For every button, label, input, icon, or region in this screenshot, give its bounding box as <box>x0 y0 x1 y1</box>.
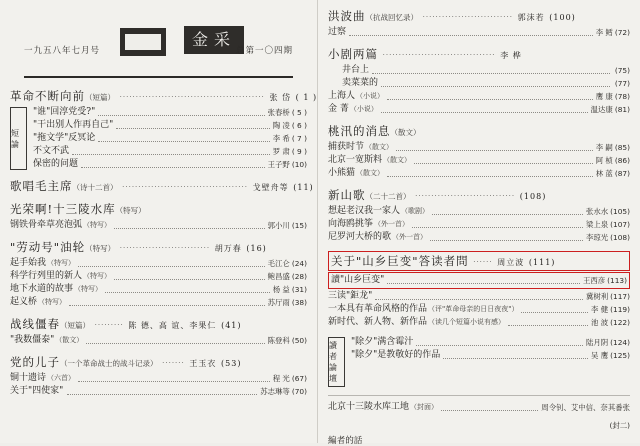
entry-title: 一本具有革命风格的作品 <box>328 304 428 314</box>
entry-subtitle: （特写） <box>47 259 76 267</box>
entry-page: (81) <box>614 105 630 114</box>
toc-section <box>328 8 630 39</box>
entry-title: "谁"回淳党受?" <box>33 107 96 117</box>
entry-author: 罗 肃 <box>272 147 290 156</box>
entry-page: (67) <box>291 374 307 383</box>
entry-page: (75) <box>614 66 630 75</box>
entry-page: (113) <box>607 276 627 285</box>
section-title: 桃汛的消息 <box>328 124 391 138</box>
section-title: 光荣啊!十三陵水库 <box>10 202 116 216</box>
section-title: 小剧两篇 <box>328 47 378 61</box>
entry-subtitle: （特写） <box>83 221 112 229</box>
entry-author: 郭小川 <box>267 221 290 230</box>
entry-subtitle: （特写） <box>38 298 67 306</box>
entry-author: 杨 益 <box>272 285 290 294</box>
entry-title: 过察 <box>328 27 347 37</box>
entry-page: ( 5 ) <box>291 108 307 117</box>
section-page: (41) <box>221 321 242 330</box>
section-heading: 关于"山乡巨变"答读者問 ······ 周立波 (111) <box>331 254 556 268</box>
toc-entry[interactable] <box>10 296 307 309</box>
section-subtitle: （特写） <box>85 244 116 253</box>
cover-title: 北京十三陵水库工地 <box>328 402 410 412</box>
entry-page: ( 7 ) <box>291 134 307 143</box>
toc-section <box>10 88 318 171</box>
entry-author: 陆月阴 <box>585 338 609 347</box>
toc-entry[interactable] <box>10 257 307 270</box>
side-label-duanlun: 短 論 <box>10 107 27 170</box>
entry-page: (87) <box>614 169 630 178</box>
toc-entry[interactable] <box>328 231 630 244</box>
entry-subtitle: （外一首） <box>374 220 410 228</box>
section-subtitle: （抗战回忆录） <box>365 13 418 22</box>
entry-author: 苏志琳等 <box>260 387 290 396</box>
section-author: 周立波 <box>497 258 525 267</box>
toc-entry[interactable] <box>328 90 630 103</box>
entry-author: 阿 桢 <box>595 156 613 165</box>
section-heading[interactable]: 党的儿子（一个革命战士的战斗记录） ······· 王玉衣 (53) <box>10 355 242 369</box>
toc-entry[interactable] <box>328 218 630 231</box>
toc-section <box>328 123 630 180</box>
entry-page: (78) <box>614 92 630 101</box>
toc-entry[interactable] <box>328 205 630 218</box>
toc-entry[interactable] <box>10 334 307 347</box>
entry-subtitle: （散文） <box>365 143 394 151</box>
entry-author: 李 鳕 <box>595 28 613 37</box>
entry-page: (108) <box>610 233 630 242</box>
entry-title: 北京一宽斯料 <box>328 155 383 165</box>
entry-page: (117) <box>610 292 630 301</box>
section-heading[interactable]: 战线僵春（短篇） ········· 陈 德、高 谊、李果仁 (41) <box>10 317 242 331</box>
entry-author: 冀树利 <box>585 292 609 301</box>
cover-credit <box>328 401 630 414</box>
toc-section <box>10 178 314 194</box>
toc-entry[interactable] <box>33 119 307 132</box>
toc-entry[interactable] <box>342 64 630 77</box>
entry-page: (70) <box>291 387 307 396</box>
entry-subtitle: （特写） <box>83 272 112 280</box>
entry-author: 王西彦 <box>582 276 606 285</box>
entry-title: 金 菁 <box>328 104 349 114</box>
toc-entry[interactable] <box>351 336 630 349</box>
section-heading[interactable]: "劳动号"油轮（特写） ···························· 胡万春 (16) <box>10 240 267 254</box>
entry-author: 李 嗣 <box>595 143 613 152</box>
entry-author: 张水水 <box>585 207 609 216</box>
entry-title: 起义桥 <box>10 297 38 307</box>
toc-section <box>328 46 630 116</box>
toc-entry[interactable] <box>10 283 307 296</box>
section-heading[interactable] <box>10 201 307 217</box>
section-author: 郭沫若 <box>517 13 545 22</box>
entry-author: 陶 凌 <box>272 121 290 130</box>
entry-author: 苏厅雨 <box>267 298 290 307</box>
toc-entry[interactable] <box>10 270 307 283</box>
entry-title: 捕获时节 <box>328 142 365 152</box>
entry-author: 李 希 <box>272 134 290 143</box>
section-heading[interactable]: 小剧两篇 ··································· 李 桦 <box>328 47 522 61</box>
entry-title: 井台上 <box>342 65 370 75</box>
section-subtitle: （短篇） <box>85 93 115 102</box>
cover-author: 周令钊、艾中信、奈其番张 <box>541 403 630 412</box>
section-subtitle: （一个革命战士的战斗记录） <box>60 359 158 368</box>
toc-entry[interactable] <box>328 154 630 167</box>
entry-page: (119) <box>610 305 630 314</box>
entry-title: 向海鸥挑筝 <box>328 219 374 229</box>
toc-entry[interactable] <box>328 290 630 303</box>
entry-author: 鲍昌盛 <box>267 272 290 281</box>
entry-page: (124) <box>610 338 630 347</box>
entry-author: 吴 鹰 <box>590 351 609 360</box>
entry-subtitle: （评"革命母亲的日日夜夜"） <box>428 305 519 313</box>
entry-author: 李 健 <box>590 305 609 314</box>
section-author: 李 桦 <box>500 51 522 60</box>
section-subtitle: （散文） <box>390 128 421 137</box>
entry-author: 陈登科 <box>267 336 290 345</box>
entry-page: ( 6 ) <box>291 121 307 130</box>
entry-page: (31) <box>291 285 307 294</box>
entry-author: 王子野 <box>267 160 290 169</box>
entry-page: (72) <box>614 28 630 37</box>
entry-author: 温达康 <box>590 105 613 114</box>
entry-title: 三读"鉅龙" <box>328 291 373 301</box>
entry-page: (38) <box>291 298 307 307</box>
entry-author: 梁上泉 <box>585 220 609 229</box>
toc-entry[interactable] <box>328 26 630 39</box>
entry-title: 起手始我 <box>10 258 47 268</box>
entry-title: 讀"山乡巨变" <box>331 275 385 285</box>
entry-page: (50) <box>291 336 307 345</box>
entry-title: "除夕"是教敬好的作品 <box>351 350 441 360</box>
toc-section-highlighted <box>328 251 630 329</box>
entry-title: "干出别人作再自己" <box>33 120 114 130</box>
section-heading: 革命不断向前（短篇） ············································· 张 岱 ( 1 ) <box>10 89 318 103</box>
entry-page: (86) <box>614 156 630 165</box>
toc-section <box>10 316 307 347</box>
entry-title: 小熊猫 <box>328 168 356 178</box>
section-author: 胡万春 <box>214 244 242 253</box>
publisher-logo <box>120 28 166 56</box>
entry-title: 保密的问题 <box>33 159 79 169</box>
toc-entry <box>331 274 627 287</box>
entry-title: "拖文学"反冥论 <box>33 133 96 143</box>
entry-subtitle: （小说） <box>356 92 385 100</box>
section-author: 王玉衣 <box>189 359 217 368</box>
masthead-date: 一九五八年七月号 <box>24 46 101 56</box>
entry-page: (10) <box>291 160 307 169</box>
toc-section <box>328 336 630 388</box>
entry-title: "除夕"满含霉汁 <box>351 337 414 347</box>
entry-author: 张春桥 <box>267 108 290 117</box>
toc-entry[interactable] <box>10 372 307 385</box>
toc-entry[interactable] <box>10 385 307 398</box>
toc-entry[interactable] <box>33 158 307 171</box>
entry-title: 关于"四使家" <box>10 386 64 396</box>
entry-title: 上海人 <box>328 91 356 101</box>
section-title: 洪波曲 <box>328 9 366 23</box>
section-page: (100) <box>549 13 576 22</box>
entry-title: 科学行列里的新人 <box>10 271 83 281</box>
toc-section <box>328 187 630 244</box>
entry-subtitle: （散文） <box>383 156 412 164</box>
entry-title: 新时代、新人物、新作品 <box>328 317 428 327</box>
entry-title: 铜十遗诗 <box>10 373 47 383</box>
section-page: (111) <box>528 258 556 267</box>
entry-subtitle: （六首） <box>47 374 76 382</box>
section-page: (53) <box>221 359 242 368</box>
section-author: 张 岱 <box>269 93 291 102</box>
entry-page: (85) <box>614 143 630 152</box>
cover-subtitle: （封面） <box>410 403 439 411</box>
toc-entry[interactable] <box>328 316 630 329</box>
toc-section <box>10 201 307 232</box>
entry-page: ( 9 ) <box>291 147 307 156</box>
divider <box>328 395 630 396</box>
entry-title: "我数僵泰" <box>10 335 55 345</box>
section-page: ( 1 ) <box>295 93 318 102</box>
entry-subtitle: （读几个短篇小说有感） <box>428 318 506 326</box>
editor-note: 編者的話 <box>328 436 363 446</box>
entry-page: (122) <box>610 318 630 327</box>
entry-title: 钢铁骨牵草亮泡弧 <box>10 220 83 230</box>
magazine-title: 金采 <box>184 26 244 54</box>
section-title: 战线僵春 <box>10 317 60 331</box>
toc-entry[interactable] <box>328 303 630 316</box>
section-subtitle: （诗十二首） <box>72 183 118 192</box>
entry-title: 不文不武 <box>33 146 70 156</box>
section-heading[interactable]: 新山歌（二十二首） ······························· (108) <box>328 188 547 202</box>
toc-entry[interactable] <box>351 349 630 362</box>
section-title: 歌唱毛主席 <box>10 179 73 193</box>
section-title: "劳动号"油轮 <box>10 240 86 254</box>
section-title: 党的儿子 <box>10 355 60 369</box>
entry-author: 程 光 <box>272 374 290 383</box>
entry-page: (125) <box>610 351 630 360</box>
entry-subtitle: （外一首） <box>392 233 428 241</box>
toc-entry[interactable] <box>33 106 307 119</box>
entry-subtitle: （歌剧） <box>401 207 430 215</box>
section-title: 关于"山乡巨变"答读者問 <box>331 254 469 268</box>
entry-title: 地下水道的故事 <box>10 284 74 294</box>
masthead <box>24 22 293 78</box>
entry-page: (105) <box>610 207 630 216</box>
entry-author: 李琼光 <box>585 233 609 242</box>
cover-page-note: (封二) <box>609 421 630 430</box>
entry-page: (77) <box>614 79 630 88</box>
section-subtitle: （特写） <box>115 206 146 215</box>
toc-section <box>10 239 307 309</box>
toc-entry[interactable] <box>328 103 630 116</box>
entry-author: 鹰 康 <box>595 92 613 101</box>
toc-entry[interactable] <box>328 141 630 154</box>
section-author: 陈 德、高 谊、李果仁 <box>128 321 217 330</box>
toc-entry[interactable] <box>342 77 630 90</box>
entry-subtitle: （特写） <box>74 285 103 293</box>
right-column <box>318 0 640 446</box>
section-title: 革命不断向前 <box>10 89 85 103</box>
entry-page: (107) <box>610 220 630 229</box>
entry-author: 毛江仑 <box>267 259 290 268</box>
section-title: 新山歌 <box>328 188 366 202</box>
entry-page: (28) <box>291 272 307 281</box>
entry-title: 卖菜菜的 <box>342 78 379 88</box>
toc-entry[interactable] <box>33 145 307 158</box>
section-heading[interactable]: 洪波曲（抗战回忆录） ···························· 郭沫若 (100) <box>328 9 576 23</box>
highlight-box-secondary[interactable] <box>328 272 630 289</box>
section-subtitle: （二十二首） <box>365 192 411 201</box>
entry-page: (24) <box>291 259 307 268</box>
entry-subtitle: （散文） <box>356 169 385 177</box>
section-heading[interactable]: 歌唱毛主席（诗十二首） ······································· 戈壁舟等 (11) <box>10 179 314 193</box>
entry-author: 池 波 <box>590 318 609 327</box>
toc-entry[interactable] <box>33 132 307 145</box>
entry-title: 想起老汉我一家人 <box>328 206 401 216</box>
entry-subtitle: （小说） <box>349 105 378 113</box>
masthead-issue: 总第一〇四期 <box>235 46 293 56</box>
section-page: (108) <box>519 192 547 201</box>
toc-entry[interactable] <box>10 219 307 232</box>
section-heading[interactable] <box>328 123 630 139</box>
toc-section <box>10 354 307 398</box>
section-page: (16) <box>246 244 267 253</box>
entry-title: 尼罗河大桥的歌 <box>328 232 392 242</box>
highlight-box-primary[interactable] <box>328 251 630 271</box>
section-author: 戈壁舟等 <box>252 183 289 192</box>
entry-author: 林 蓝 <box>595 169 613 178</box>
section-page: (11) <box>293 183 314 192</box>
section-subtitle: （短篇） <box>60 321 90 330</box>
side-label-reader-forum: 讀 者 論 壇 <box>328 337 345 387</box>
entry-subtitle: （散文） <box>55 336 84 344</box>
left-column <box>0 0 318 443</box>
entry-page: (15) <box>291 221 307 230</box>
toc-entry[interactable] <box>328 167 630 180</box>
